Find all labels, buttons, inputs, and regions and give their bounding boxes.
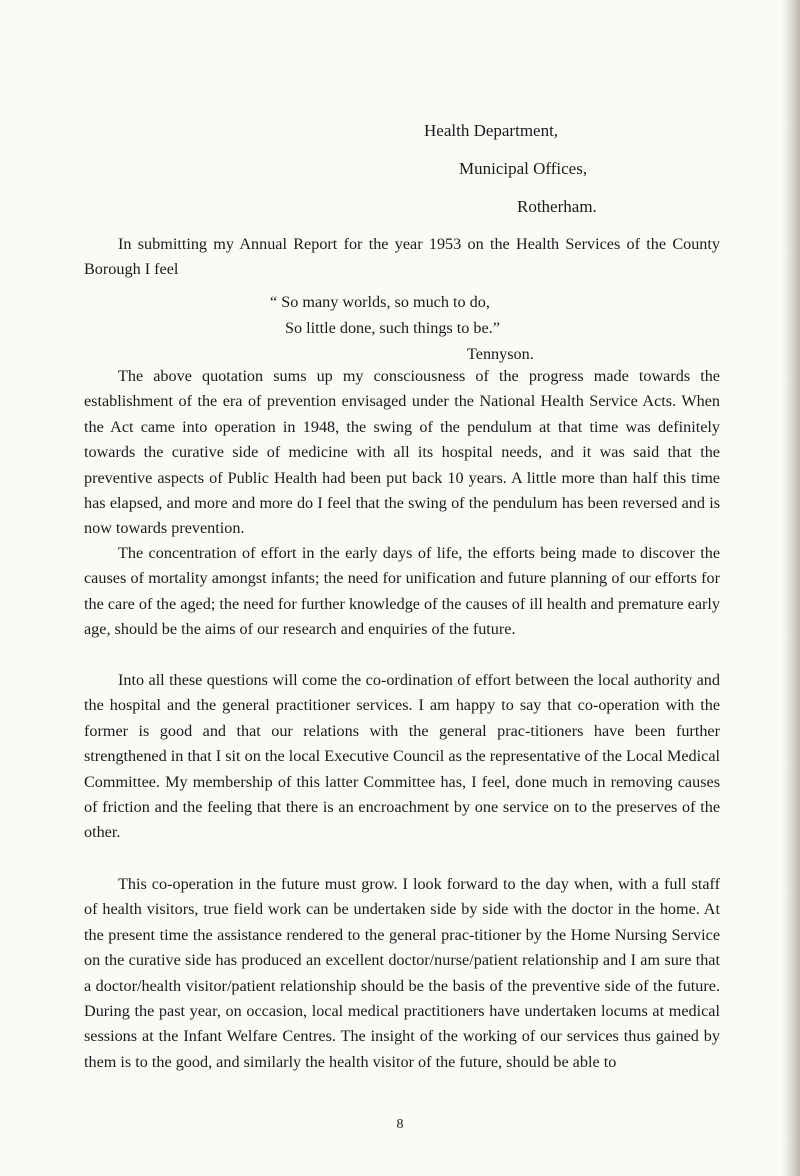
quote-line-1: “ So many worlds, so much to do, (270, 293, 490, 311)
paragraph-text: The concentration of effort in the early days of life, the efforts being made to discover the causes of mortality amongst infants; the need for unification and future planning of our efforts for the care of the aged; the need for further knowledge of the causes of ill health and premature early age, should be the aims of our research and enquiries of the future. (84, 544, 720, 639)
address-line-department: Health Department, (424, 121, 559, 140)
paragraph-concentration (84, 541, 720, 643)
paragraph-text: Into all these questions will come the co-ordination of effort between the local authority and the hospital and the general practitioner services. I am happy to say that co-operation with the former is good and that our relations with the general prac-titioners have been further strengthened in that I sit on the local Executive Council as the representative of the Local Medical Committee. My membership of this latter Committee has, I feel, done much in removing causes of friction and the feeling that there is an encroachment by one service on to the preserves of the other. (84, 671, 720, 842)
paragraph-text: The above quotation sums up my consciousness of the progress made towards the establishment of the era of prevention envisaged under the National Health Service Acts. When the Act came into operation in 1948, the swing of the pendulum at that time was definitely towards the curative side of medicine with all its hospital needs, and it was said that the preventive aspects of Public Health had been put back 10 years. A little more than half this time has elapsed, and more and more do I feel that the swing of the pendulum has been reversed and is now towards prevention. (84, 367, 720, 538)
page-edge-shadow (782, 0, 800, 1176)
page-number: 8 (396, 1117, 404, 1132)
paragraph-text: This co-operation in the future must grow. I look forward to the day when, with a full staff of health visitors, true field work can be undertaken side by side with the doctor in the home. At the present time the assistance rendered to the general prac-titioner by the Home Nursing Service on the curative side has produced an excellent doctor/nurse/patient relationship and I am sure that a doctor/health visitor/patient relationship should be the basis of the preventive side of the future. During the past year, on occasion, local medical practitioners have undertaken locums at medical sessions at the Infant Welfare Centres. The insight of the working of our services thus gained by them is to the good, and similarly the health visitor of the future, should be able to (84, 875, 720, 1071)
paragraph-coordination (84, 668, 720, 846)
quote-line-2: So little done, such things to be.” (285, 319, 500, 337)
paragraph-cooperation (84, 872, 720, 1075)
paragraph-prevention (84, 364, 720, 542)
intro-text: In submitting my Annual Report for the year 1953 on the Health Services of the County Borough I feel (84, 235, 720, 279)
address-line-offices: Municipal Offices, (459, 159, 588, 178)
quote-attribution: Tennyson. (467, 345, 534, 363)
intro-paragraph (84, 232, 720, 283)
address-line-town: Rotherham. (517, 197, 597, 216)
